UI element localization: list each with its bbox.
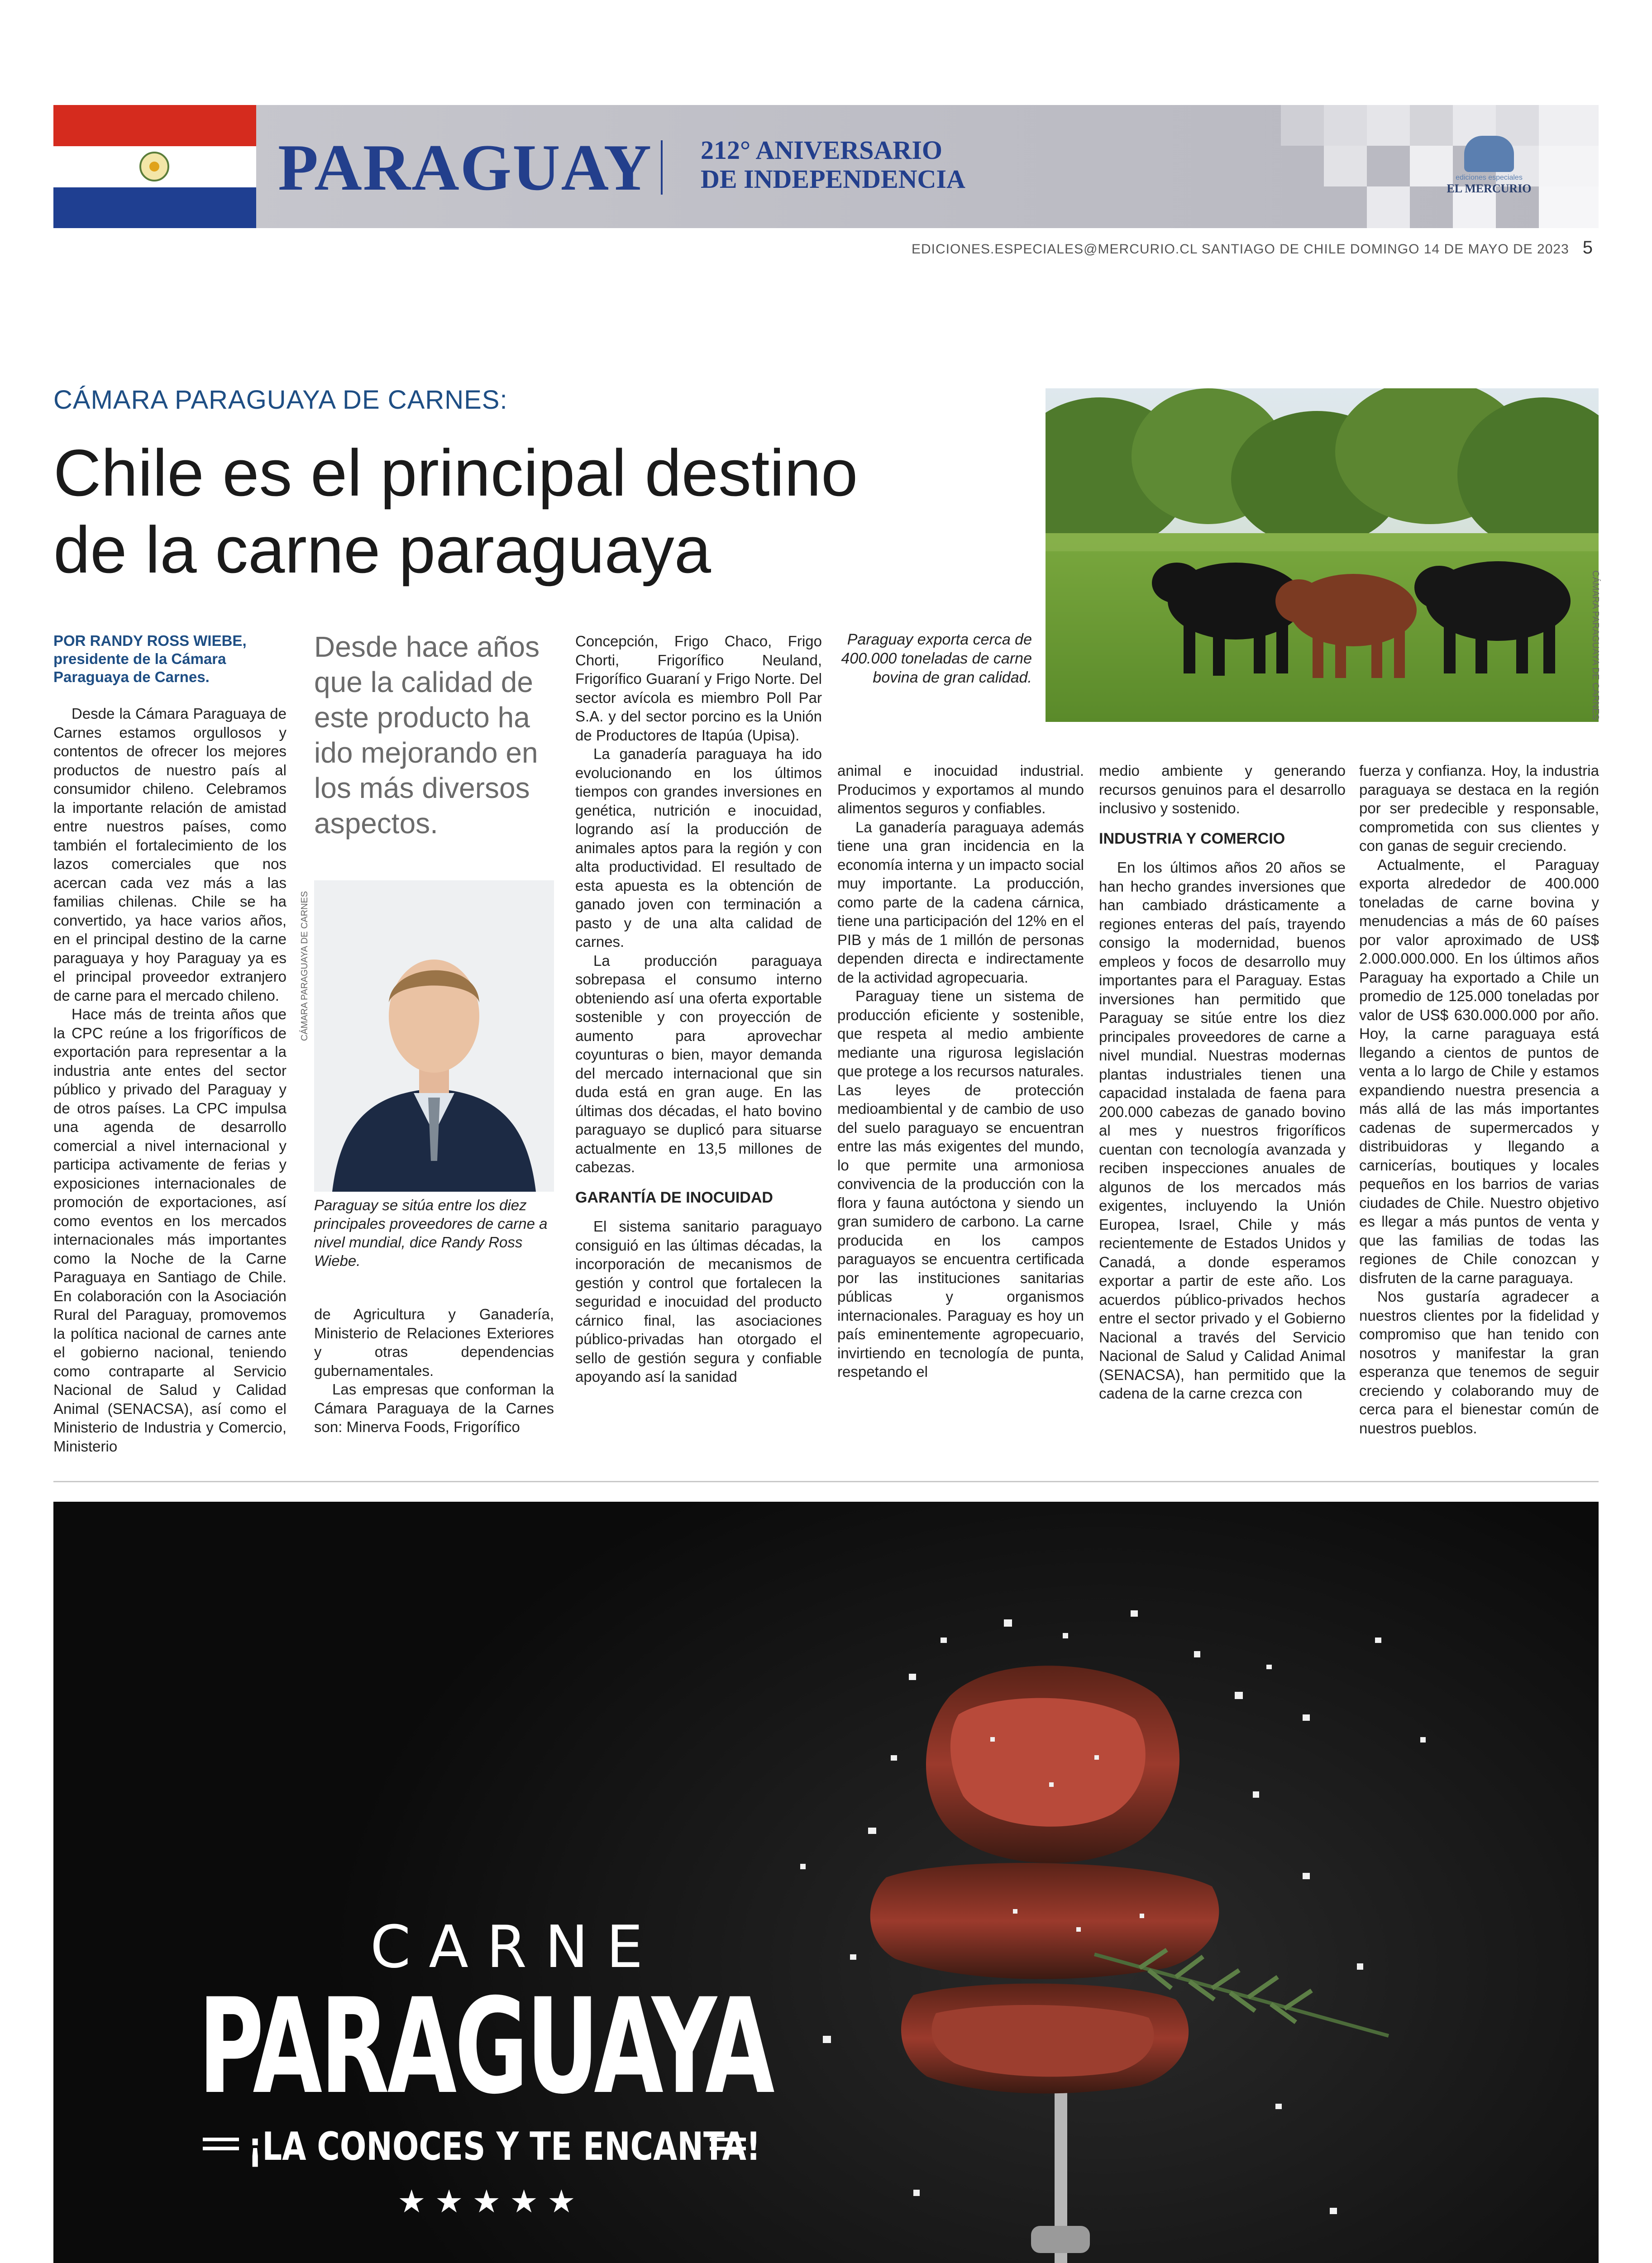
paraguay-flag bbox=[53, 105, 256, 228]
paragraph: animal e inocuidad industrial. Producimos y exportamos al mundo alimentos seguros y confiables. bbox=[837, 762, 1084, 816]
header-tile bbox=[1281, 105, 1324, 146]
headline bbox=[53, 434, 1004, 588]
header-tile bbox=[1367, 186, 1410, 228]
article-column-1 bbox=[53, 632, 286, 1456]
article-column-2 bbox=[314, 1305, 554, 1437]
byline-line: Paraguaya de Carnes. bbox=[53, 668, 210, 685]
dateline bbox=[912, 238, 1593, 258]
subheading: GARANTÍA DE INOCUIDAD bbox=[575, 1189, 773, 1206]
anniversary-line: 212° ANIVERSARIO bbox=[701, 135, 943, 165]
paragraph: Concepción, Frigo Chaco, Frigo Chorti, Frigorífico Neuland, Frigorífico Guaraní y Frigo Norte. Del sector avícola es miembro Poll Par S.A. y del sector porcino es la Unión de Productores de Itapúa (Upisa). bbox=[575, 633, 822, 744]
header-tile bbox=[1367, 105, 1410, 146]
portrait-caption: Paraguay se sitúa entre los diez principales proveedores de carne a nivel mundial, dice Randy Ross Wiebe. bbox=[314, 1197, 548, 1269]
paragraph: Las empresas que conforman la Cámara Paraguaya de la Carnes son: Minerva Foods, Frigorífico bbox=[314, 1381, 554, 1435]
flag-seal-icon bbox=[139, 152, 169, 181]
paragraph: Actualmente, el Paraguay exporta alrededor de 400.000 toneladas de carne bovina y menudencias a más de 60 países por valor aproximado de US$ 2.000.000.000. En los últimos años Paraguay ha exportado a Chile un promedio de 125.000 toneladas por valor de US$ 630.000.000 por año. Hoy, la carne paraguaya está llegando a cientos de puntos de venta a lo largo de Chile y estamos expandiendo nuestra presencia a más allá de las más importantes cadenas de supermercados y distribuidoras y llegando a carnicerías, boutiques y locales pequeños en los barrios de varias ciudades de Chile. Nuestro objetivo es llegar a más puntos de venta y que las familias de todas las regiones de Chile conozcan y disfruten de la carne paraguaya. bbox=[1359, 856, 1599, 1286]
ad-carne-label: CARNE bbox=[370, 1914, 661, 1981]
pull-quote: Desde hace años que la calidad de este producto ha ido mejorando en los más diversos aspectos. bbox=[314, 630, 540, 840]
anniversary-line: DE INDEPENDENCIA bbox=[701, 164, 965, 194]
portrait-credit: CÁMARA PARAGUAYA DE CARNES bbox=[300, 891, 310, 1041]
article-column-3 bbox=[575, 632, 822, 1386]
paragraph: Paraguay tiene un sistema de producción eficiente y sostenible, que respeta al medio ambiente mediante una rigurosa legislación que protege a los recursos naturales. Las leyes de protección medioambiental y de cambio de uso del suelo paraguayo se encuentran entre las más exigentes del mundo, lo que permite una armoniosa convivencia de la producción con la flora y fauna autóctona y siendo un gran sumidero de carbono. La carne producida en los campos paraguayos se encuentra certificada por las instituciones sanitarias públicas y organismos internacionales. Paraguay es hoy un país eminentemente agropecuario, invirtiendo en tecnología de punta, respetando el bbox=[837, 988, 1084, 1380]
header-tile bbox=[1539, 105, 1599, 146]
publisher-name: EL MERCURIO bbox=[1447, 182, 1532, 195]
paragraph: de Agricultura y Ganadería, Ministerio de Relaciones Exteriores y otras dependencias gubernamentales. bbox=[314, 1306, 554, 1379]
header-tile bbox=[1324, 105, 1367, 146]
header-tile bbox=[1539, 186, 1599, 228]
el-mercurio-logo bbox=[1435, 136, 1543, 204]
paragraph: La ganadería paraguaya además tiene una gran incidencia en la economía interna y un impacto social muy importante. La producción, como parte de la cadena cárnica, tiene una participación del 12% en el PIB y más de 1 millón de personas dependen directa e indirectamente de la actividad agropecuaria. bbox=[837, 818, 1084, 986]
paragraph: Hace más de treinta años que la CPC reúne a los frigoríficos de exportación para representar a la industria ante entes del sector público y privado del Paraguay y de otros países. La CPC impulsa una agenda de desarrollo comercial a nivel internacional y participa activamente de ferias y exposiciones internacionales de promoción de exportaciones, así como eventos en los mercados internacionales más importantes como la Noche de la Carne Paraguaya en Santiago de Chile. En colaboración con la Asociación Rural del Paraguay, promovemos la política nacional de carnes ante el gobierno nacional, teniendo como contraparte al Servicio Nacional de Salud y Calidad Animal (SENACSA), así como el Ministerio de Industria y Comercio, Ministerio bbox=[53, 1006, 286, 1455]
article-column-5 bbox=[1099, 761, 1346, 1403]
photo-caption: Paraguay exporta cerca de 400.000 toneladas de carne bovina de gran calidad. bbox=[841, 631, 1032, 686]
ad-paraguaya-label: PARAGUAYA bbox=[198, 1971, 773, 2123]
mercurio-icon bbox=[1464, 136, 1514, 172]
header-tile bbox=[1324, 146, 1367, 186]
paragraph: En los últimos años 20 años se han hecho grandes inversiones que han cambiado drásticamente a regiones enteras del país, trayendo consigo la modernidad, buenos empleos y focos de desarrollo muy importantes para el Paraguay. Estas inversiones han permitido que Paraguay se sitúe entre los diez principales proveedores de carne a nivel mundial. Nuestras modernas plantas industriales tienen una capacidad instalada de faena para 200.000 cabezas de ganado bovino al mes y nuestros frigoríficos cuentan con tecnología avanzada y reciben inspecciones anuales de algunos de los mercados más exigentes, incluyendo la Unión Europea, Israel, Chile y más recientemente de Estados Unidos y Canadá, a donde esperamos exportar a partir de este año. Los acuerdos público-privados hechos entre el sector privado y el Gobierno Nacional a través del Servicio Nacional de Salud y Calidad Animal (SENACSA), han permitido que la cadena de la carne crezca con bbox=[1099, 859, 1346, 1402]
byline-line: presidente de la Cámara bbox=[53, 650, 226, 667]
article-column-4 bbox=[837, 761, 1084, 1381]
paragraph: Nos gustaría agradecer a nuestros clientes por la fidelidad y compromiso que han tenido con nosotros y manifestar la gran esperanza que tenemos de seguir creciendo y colaborando muy de cerca para el bienestar común de nuestros pueblos. bbox=[1359, 1288, 1599, 1437]
dateline-text: EDICIONES.ESPECIALES@MERCURIO.CL SANTIAGO DE CHILE DOMINGO 14 DE MAYO DE 2023 bbox=[911, 242, 1569, 257]
publisher-small: ediciones especiales bbox=[1456, 174, 1523, 181]
ad-slogan: ¡LA CONOCES Y TE ENCANTA! bbox=[248, 2124, 761, 2169]
paragraph: El sistema sanitario paraguayo consiguió en las últimas décadas, la incorporación de mecanismos de gestión y control que fortalecen la seguridad e inocuidad del producto cárnico final, las asociaciones público-privadas han otorgado el sello de gestión segura y confiable apoyando así la sanidad bbox=[575, 1218, 822, 1385]
subheading: INDUSTRIA Y COMERCIO bbox=[1099, 830, 1285, 847]
paragraph: medio ambiente y generando recursos genuinos para el desarrollo inclusivo y sostenido. bbox=[1099, 762, 1346, 816]
carne-paraguaya-ad bbox=[53, 1502, 1599, 2263]
paragraph: fuerza y confianza. Hoy, la industria paraguaya se destaca en la región por ser predecible y responsable, comprometida con sus clientes y con ganas de seguir creciendo. bbox=[1359, 762, 1599, 854]
section-title: PARAGUAY bbox=[278, 131, 653, 204]
header-tile bbox=[1539, 146, 1599, 186]
paragraph: La producción paraguaya sobrepasa el consumo interno obteniendo así una oferta exportable sostenible y con proyección de aumento para aprovechar coyunturas o bien, mayor demanda del mercado internacional que sin duda está en gran auge. En las últimas dos décadas, el hato bovino paraguayo se duplicó para situarse actualmente en 13,5 millones de cabezas. bbox=[575, 952, 822, 1175]
article-column-6 bbox=[1359, 761, 1599, 1437]
byline-line: POR RANDY ROSS WIEBE, bbox=[53, 632, 247, 649]
page-number: 5 bbox=[1582, 238, 1593, 258]
headline-line: de la carne paraguaya bbox=[53, 513, 711, 587]
header-divider bbox=[661, 140, 663, 195]
author-portrait bbox=[314, 880, 554, 1192]
section-divider bbox=[53, 1481, 1599, 1482]
cattle-photo bbox=[1046, 388, 1599, 722]
kicker: CÁMARA PARAGUAYA DE CARNES: bbox=[53, 385, 508, 415]
headline-line: Chile es el principal destino bbox=[53, 436, 858, 510]
ad-stars: ★★★★★ bbox=[397, 2184, 585, 2219]
byline bbox=[53, 632, 286, 686]
photo-credit: CÁMARA PARAGUAYA DE CARNES bbox=[1590, 570, 1600, 721]
anniversary-label bbox=[701, 136, 965, 194]
paragraph: La ganadería paraguaya ha ido evolucionando en los últimos tiempos con grandes inversiones en genética, nutrición e inocuidad, logrando así la producción de animales aptos para la región y con alta productividad. El resultado de esta apuesta es la obtención de ganado joven con terminación a pasto y de una alta calidad de carnes. bbox=[575, 745, 822, 950]
paragraph: Desde la Cámara Paraguaya de Carnes estamos orgullosos y contentos de ofrecer los mejores productos de nuestro país al consumidor chileno. Celebramos la importante relación de amistad entre nuestros países, como también el fortalecimiento de los lazos comerciales que nos acercan cada vez más a las familias chilenas. Chile se ha convertido, ya hace varios años, en el principal destino de la carne paraguaya y hoy Paraguay ya es el principal proveedor extranjero de carne para el mercado chileno. bbox=[53, 705, 286, 1004]
